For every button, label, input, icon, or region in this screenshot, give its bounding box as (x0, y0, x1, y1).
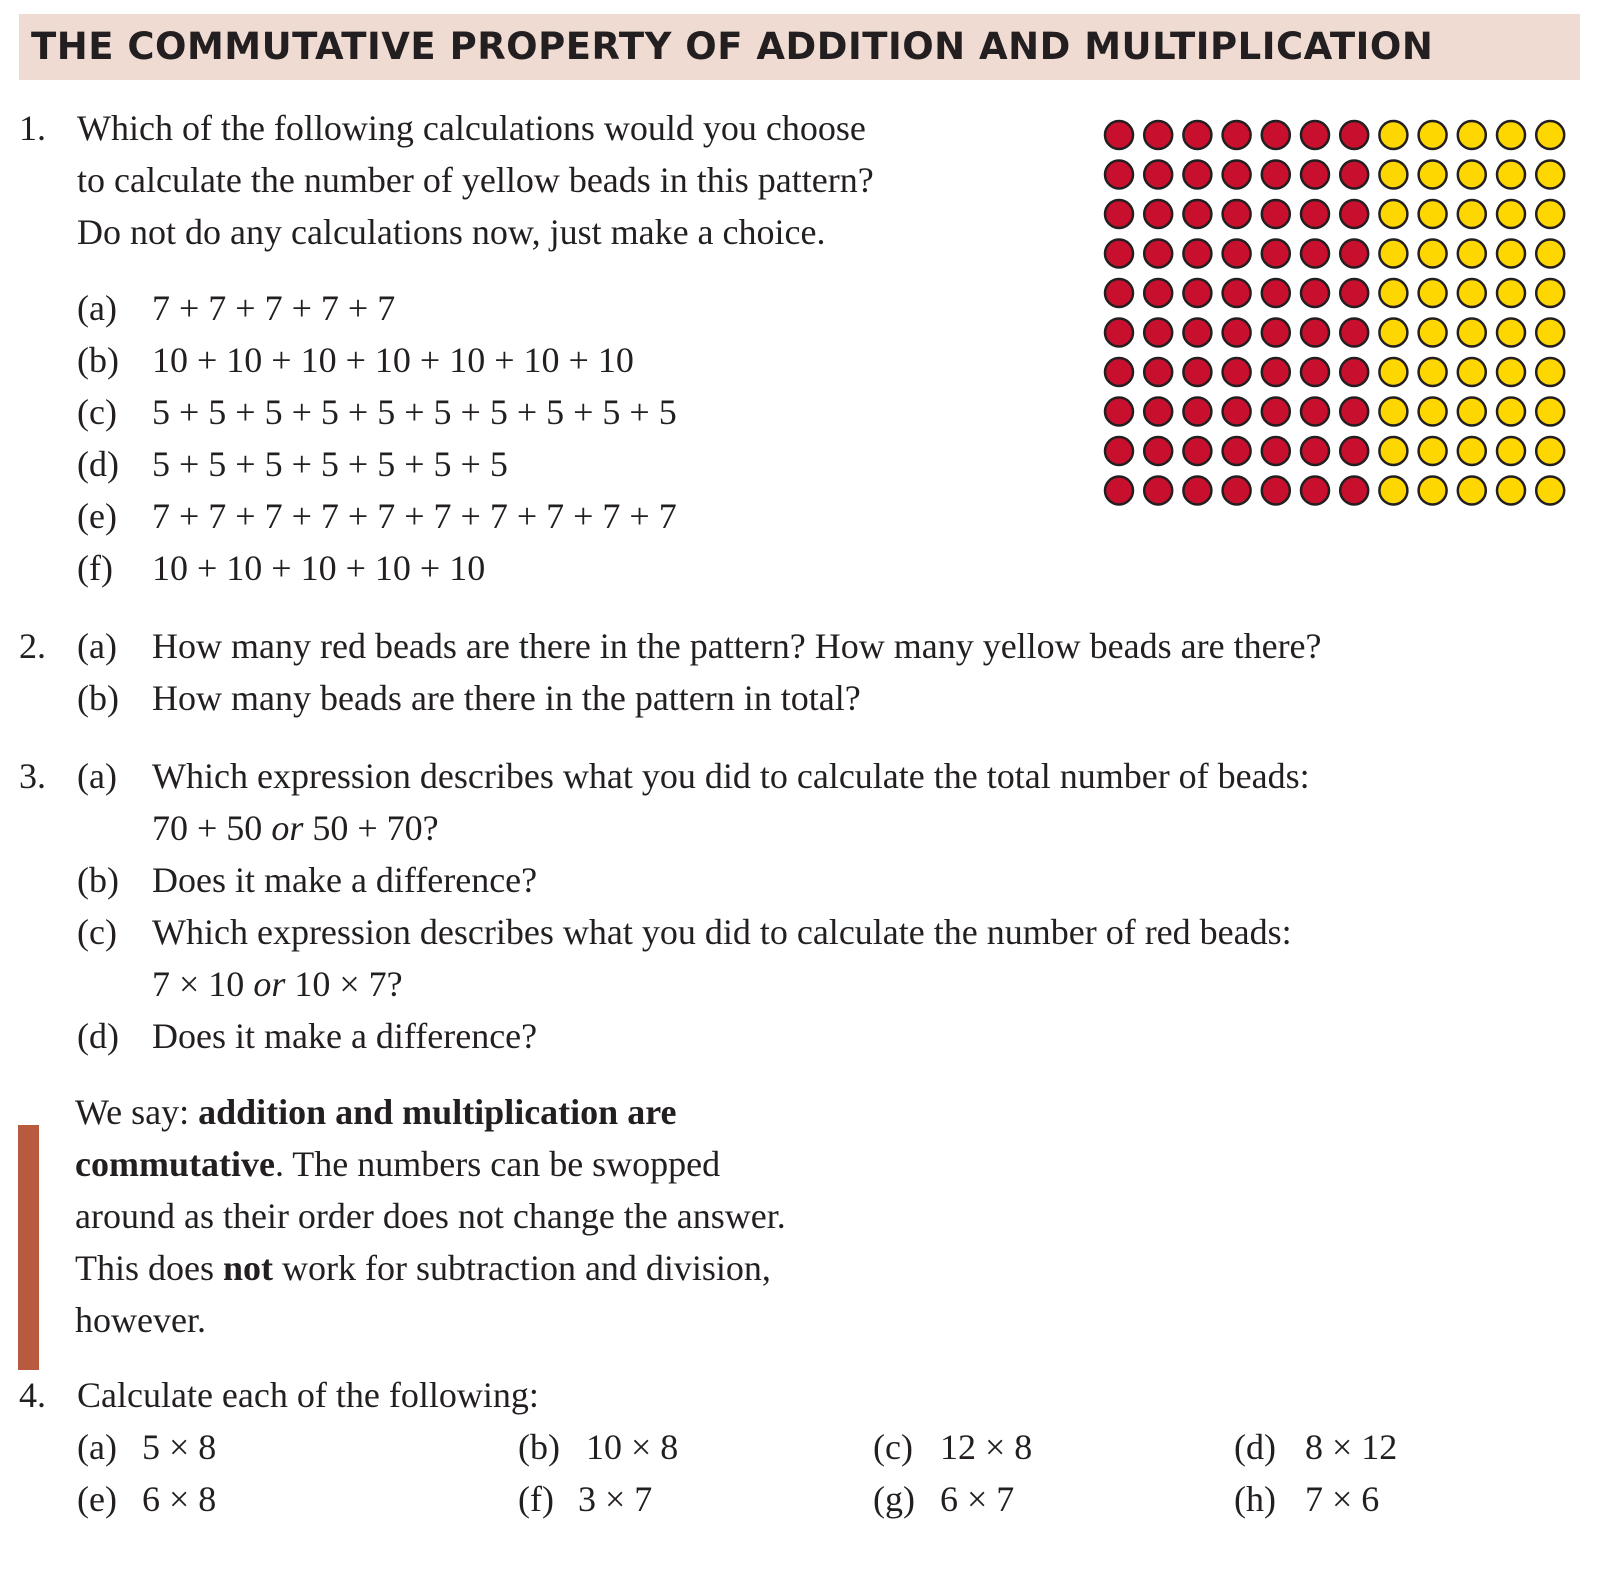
definition-bold-not: not (223, 1248, 274, 1288)
yellow-bead (1419, 358, 1447, 386)
yellow-bead (1536, 358, 1564, 386)
red-bead (1262, 279, 1290, 307)
yellow-bead (1497, 358, 1525, 386)
red-bead (1340, 437, 1368, 465)
red-bead (1105, 437, 1133, 465)
q4-number: 4. (19, 1375, 46, 1415)
red-bead (1340, 279, 1368, 307)
q3-part-c-label: (c) (77, 912, 117, 952)
q3-a-expr-2: 50 + 70? (312, 808, 439, 848)
red-bead (1223, 437, 1251, 465)
q4-item-c-expr: 12 × 8 (940, 1427, 1033, 1467)
yellow-bead (1379, 121, 1407, 149)
yellow-bead (1419, 319, 1447, 347)
red-bead (1144, 319, 1172, 347)
red-bead (1144, 240, 1172, 268)
definition-line-4-prefix: This does (75, 1248, 223, 1288)
yellow-bead (1536, 477, 1564, 505)
q4-item-e-expr: 6 × 8 (142, 1479, 217, 1519)
red-bead (1340, 161, 1368, 189)
red-bead (1183, 279, 1211, 307)
red-bead (1301, 240, 1329, 268)
definition-line-5: however. (75, 1300, 206, 1340)
q3-number: 3. (19, 756, 46, 796)
red-bead (1301, 200, 1329, 228)
q1-option-d-label: (d) (77, 444, 119, 484)
q4-item-a-label: (a) (77, 1427, 117, 1467)
q1-number: 1. (19, 108, 46, 148)
definition-line-1 (75, 1092, 677, 1132)
red-bead (1144, 121, 1172, 149)
q3-c-expr-1: 7 × 10 (152, 964, 245, 1004)
q3-part-a-expressions (152, 808, 439, 848)
q1-option-f-text: 10 + 10 + 10 + 10 + 10 (152, 548, 486, 588)
definition-accent-bar (18, 1125, 39, 1370)
yellow-bead (1536, 319, 1564, 347)
yellow-bead (1458, 240, 1486, 268)
definition-we-say: We say: (75, 1092, 199, 1132)
q4-item-a-expr: 5 × 8 (142, 1427, 217, 1467)
red-bead (1183, 240, 1211, 268)
red-bead (1301, 477, 1329, 505)
definition-bold-commutative: commutative (75, 1144, 275, 1184)
red-bead (1340, 240, 1368, 268)
red-bead (1262, 477, 1290, 505)
yellow-bead (1419, 477, 1447, 505)
red-bead (1144, 279, 1172, 307)
red-bead (1340, 477, 1368, 505)
section-title: THE COMMUTATIVE PROPERTY OF ADDITION AND MULTIPLICATION (31, 25, 1434, 68)
q1-line-1: Which of the following calculations would you choose (77, 108, 866, 148)
q4-intro: Calculate each of the following: (77, 1375, 539, 1415)
red-bead (1223, 398, 1251, 426)
yellow-bead (1497, 161, 1525, 189)
yellow-bead (1458, 279, 1486, 307)
q4-item-f-expr: 3 × 7 (578, 1479, 653, 1519)
yellow-bead (1379, 240, 1407, 268)
q1-option-a-text: 7 + 7 + 7 + 7 + 7 (152, 288, 396, 328)
yellow-bead (1419, 161, 1447, 189)
yellow-bead (1536, 279, 1564, 307)
q1-option-c-text: 5 + 5 + 5 + 5 + 5 + 5 + 5 + 5 + 5 + 5 (152, 392, 677, 432)
yellow-bead (1419, 240, 1447, 268)
red-bead (1223, 477, 1251, 505)
q3-part-d-label: (d) (77, 1016, 119, 1056)
red-bead (1105, 121, 1133, 149)
red-bead (1301, 161, 1329, 189)
red-bead (1183, 161, 1211, 189)
q4-item-g-expr: 6 × 7 (940, 1479, 1015, 1519)
red-bead (1183, 358, 1211, 386)
yellow-bead (1497, 437, 1525, 465)
red-bead (1301, 398, 1329, 426)
yellow-bead (1497, 200, 1525, 228)
red-bead (1183, 398, 1211, 426)
red-bead (1105, 200, 1133, 228)
yellow-bead (1419, 200, 1447, 228)
q3-c-expr-2: 10 × 7? (294, 964, 403, 1004)
red-bead (1223, 240, 1251, 268)
yellow-bead (1458, 121, 1486, 149)
red-bead (1301, 358, 1329, 386)
definition-line-4-rest: work for subtraction and division, (273, 1248, 771, 1288)
yellow-bead (1458, 319, 1486, 347)
red-bead (1223, 161, 1251, 189)
yellow-bead (1379, 161, 1407, 189)
red-bead (1223, 358, 1251, 386)
red-bead (1105, 358, 1133, 386)
q3-a-expr-1: 70 + 50 (152, 808, 263, 848)
q3-part-c-text: Which expression describes what you did to calculate the number of red beads: (152, 912, 1292, 952)
yellow-bead (1419, 279, 1447, 307)
section-header (19, 14, 1580, 80)
q4-item-g-label: (g) (873, 1479, 915, 1519)
yellow-bead (1458, 398, 1486, 426)
red-bead (1262, 319, 1290, 347)
definition-bold-phrase-1: addition and multiplication are (198, 1092, 677, 1132)
yellow-bead (1379, 319, 1407, 347)
yellow-bead (1379, 358, 1407, 386)
q4-item-b-label: (b) (518, 1427, 560, 1467)
red-bead (1183, 319, 1211, 347)
q1-option-b-label: (b) (77, 340, 119, 380)
red-bead (1262, 121, 1290, 149)
yellow-bead (1536, 398, 1564, 426)
red-bead (1340, 358, 1368, 386)
q4-item-f-label: (f) (518, 1479, 554, 1519)
red-bead (1105, 398, 1133, 426)
red-bead (1223, 319, 1251, 347)
q4-item-d-label: (d) (1234, 1427, 1276, 1467)
red-bead (1301, 121, 1329, 149)
yellow-bead (1379, 437, 1407, 465)
q1-option-d-text: 5 + 5 + 5 + 5 + 5 + 5 + 5 (152, 444, 508, 484)
q2-part-b-label: (b) (77, 678, 119, 718)
q4-item-h-label: (h) (1234, 1479, 1276, 1519)
q1-option-c-label: (c) (77, 392, 117, 432)
q4-item-c-label: (c) (873, 1427, 913, 1467)
q2-part-a-label: (a) (77, 626, 117, 666)
yellow-bead (1536, 200, 1564, 228)
red-bead (1183, 437, 1211, 465)
red-bead (1144, 200, 1172, 228)
red-bead (1340, 319, 1368, 347)
red-bead (1144, 161, 1172, 189)
yellow-bead (1379, 279, 1407, 307)
red-bead (1223, 279, 1251, 307)
yellow-bead (1458, 437, 1486, 465)
red-bead (1144, 437, 1172, 465)
yellow-bead (1458, 161, 1486, 189)
red-bead (1105, 161, 1133, 189)
yellow-bead (1536, 437, 1564, 465)
yellow-bead (1458, 358, 1486, 386)
red-bead (1262, 437, 1290, 465)
red-bead (1340, 398, 1368, 426)
yellow-bead (1536, 240, 1564, 268)
yellow-bead (1536, 161, 1564, 189)
red-bead (1340, 121, 1368, 149)
red-bead (1262, 358, 1290, 386)
q3-c-or: or (253, 964, 286, 1004)
q2-part-b-text: How many beads are there in the pattern in total? (152, 678, 861, 718)
q1-line-2: to calculate the number of yellow beads in this pattern? (77, 160, 874, 200)
q4-item-e-label: (e) (77, 1479, 117, 1519)
q2-number: 2. (19, 626, 46, 666)
yellow-bead (1497, 279, 1525, 307)
red-bead (1262, 240, 1290, 268)
yellow-bead (1379, 200, 1407, 228)
red-bead (1301, 319, 1329, 347)
red-bead (1262, 398, 1290, 426)
q3-part-a-label: (a) (77, 756, 117, 796)
definition-line-2-rest: . The numbers can be swopped (274, 1144, 721, 1184)
yellow-bead (1458, 477, 1486, 505)
q3-part-b-text: Does it make a difference? (152, 860, 538, 900)
q1-line-3: Do not do any calculations now, just make a choice. (77, 212, 826, 252)
red-bead (1262, 200, 1290, 228)
q4-item-h-expr: 7 × 6 (1305, 1479, 1380, 1519)
yellow-bead (1497, 319, 1525, 347)
red-bead (1301, 279, 1329, 307)
yellow-bead (1458, 200, 1486, 228)
definition-line-2 (75, 1144, 720, 1184)
yellow-bead (1497, 121, 1525, 149)
q2-part-a-text: How many red beads are there in the pattern? How many yellow beads are there? (152, 626, 1322, 666)
yellow-bead (1419, 121, 1447, 149)
red-bead (1223, 200, 1251, 228)
q3-part-b-label: (b) (77, 860, 119, 900)
red-bead (1262, 161, 1290, 189)
yellow-bead (1497, 477, 1525, 505)
yellow-bead (1536, 121, 1564, 149)
red-bead (1144, 398, 1172, 426)
definition-line-4 (75, 1248, 771, 1288)
yellow-bead (1497, 398, 1525, 426)
red-bead (1340, 200, 1368, 228)
q1-option-e-text: 7 + 7 + 7 + 7 + 7 + 7 + 7 + 7 + 7 + 7 (152, 496, 677, 536)
q4-item-d-expr: 8 × 12 (1305, 1427, 1398, 1467)
red-bead (1183, 121, 1211, 149)
q1-option-e-label: (e) (77, 496, 117, 536)
red-bead (1144, 477, 1172, 505)
red-bead (1105, 477, 1133, 505)
q3-part-c-expressions (152, 964, 403, 1004)
yellow-bead (1379, 477, 1407, 505)
red-bead (1105, 279, 1133, 307)
yellow-bead (1419, 437, 1447, 465)
q4-item-b-expr: 10 × 8 (586, 1427, 679, 1467)
definition-line-3: around as their order does not change the answer. (75, 1196, 786, 1236)
q3-part-a-text: Which expression describes what you did to calculate the total number of beads: (152, 756, 1310, 796)
red-bead (1105, 319, 1133, 347)
q1-option-f-label: (f) (77, 548, 113, 588)
q1-option-a-label: (a) (77, 288, 117, 328)
red-bead (1105, 240, 1133, 268)
yellow-bead (1379, 398, 1407, 426)
red-bead (1183, 477, 1211, 505)
q3-part-d-text: Does it make a difference? (152, 1016, 538, 1056)
red-bead (1183, 200, 1211, 228)
q3-a-or: or (271, 808, 304, 848)
red-bead (1301, 437, 1329, 465)
q1-option-b-text: 10 + 10 + 10 + 10 + 10 + 10 + 10 (152, 340, 634, 380)
red-bead (1223, 121, 1251, 149)
bead-pattern (1100, 116, 1580, 516)
red-bead (1144, 358, 1172, 386)
yellow-bead (1419, 398, 1447, 426)
yellow-bead (1497, 240, 1525, 268)
